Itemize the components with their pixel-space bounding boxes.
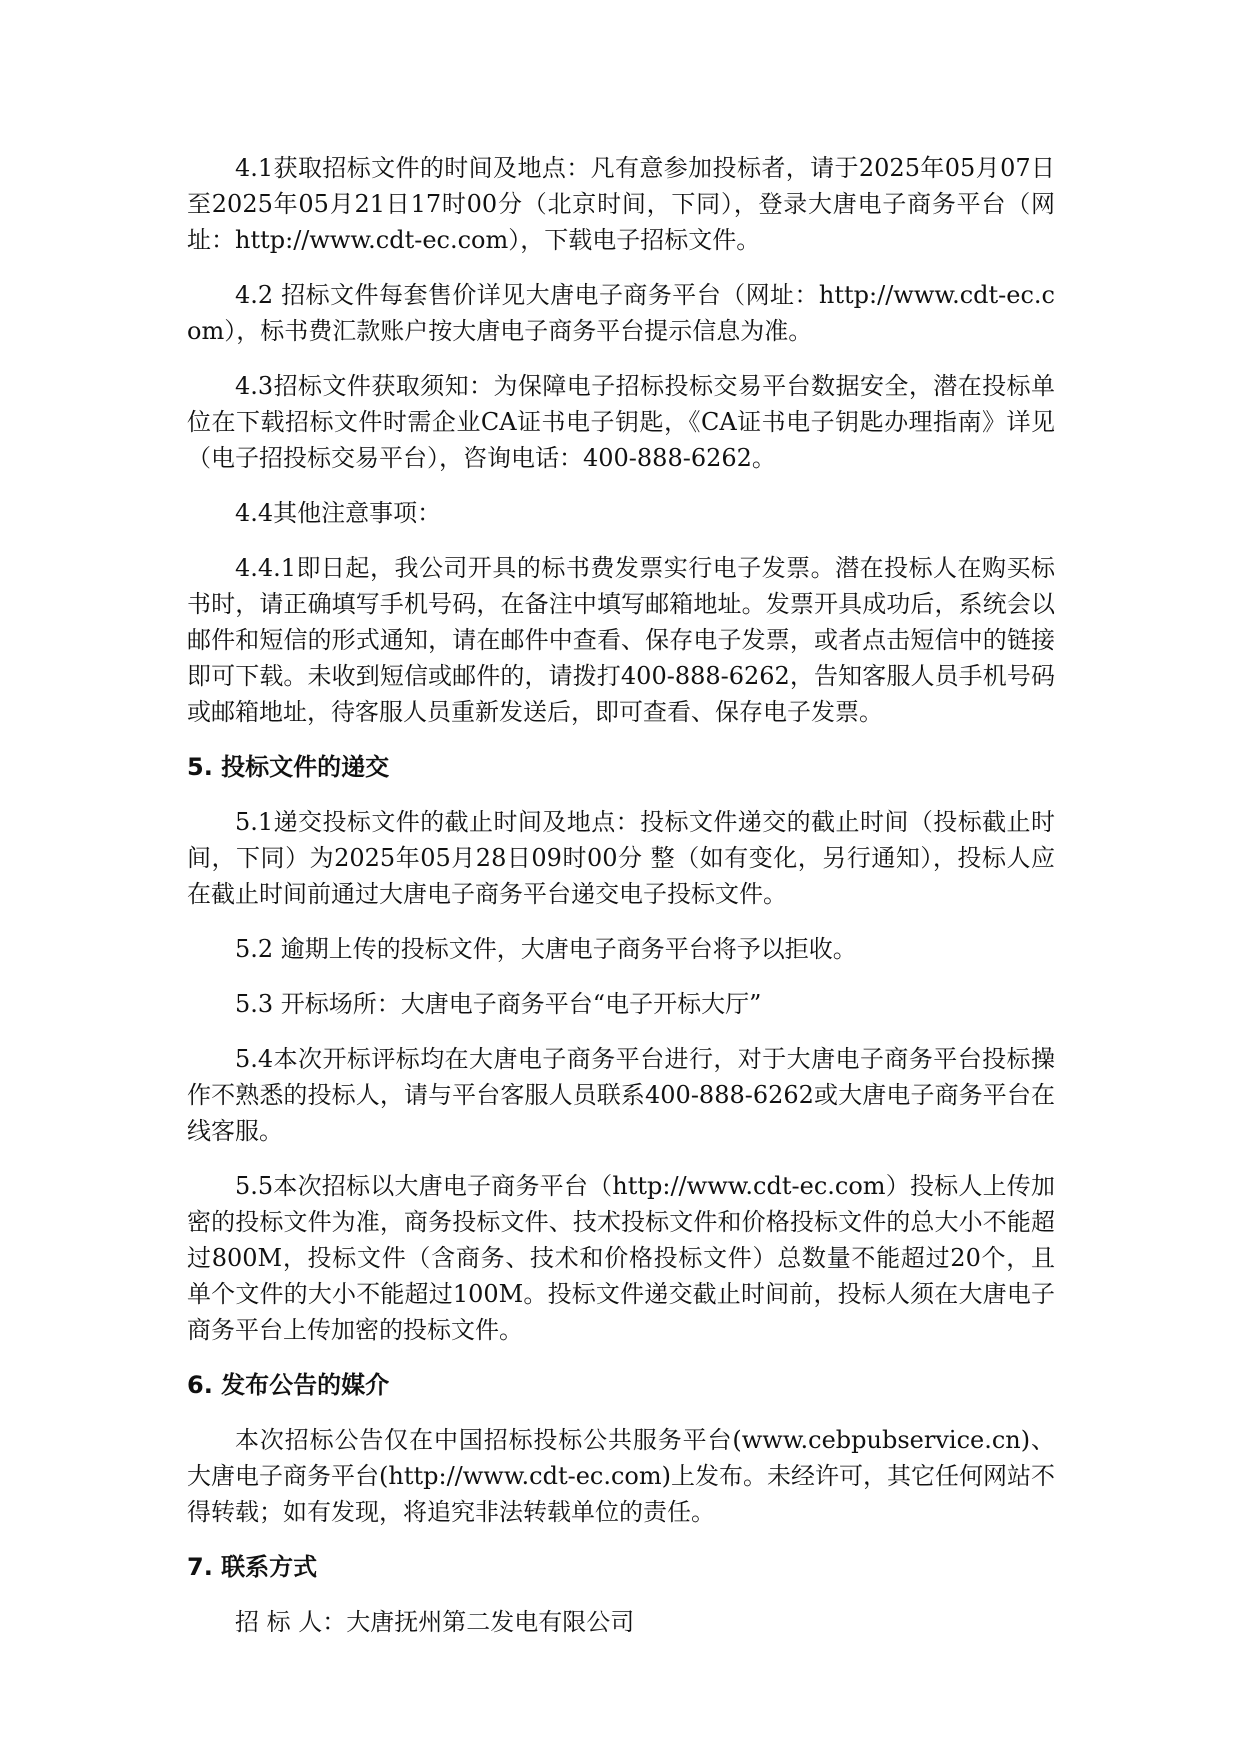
section-7-heading: 7. 联系方式 — [187, 1553, 318, 1581]
tenderer-line: 招 标 人：大唐抚州第二发电有限公司 — [235, 1608, 635, 1636]
paragraph-6: 本次招标公告仅在中国招标投标公共服务平台(www.cebpubservice.cn)、大唐电子商务平台(http://www.cdt-ec.com)上发布。未经许可，其它任何网站不得转载；如有发现，将追究非法转载单位的责任。 — [187, 1426, 1055, 1526]
paragraph-5-3: 5.3 开标场所：大唐电子商务平台“电子开标大厅” — [235, 990, 762, 1018]
section-5-heading: 5. 投标文件的递交 — [187, 753, 390, 781]
paragraph-5-4: 5.4本次开标评标均在大唐电子商务平台进行，对于大唐电子商务平台投标操作不熟悉的投标人，请与平台客服人员联系400-888-6262或大唐电子商务平台在线客服。 — [187, 1045, 1055, 1145]
paragraph-4-3: 4.3招标文件获取须知：为保障电子招标投标交易平台数据安全，潜在投标单位在下载招标文件时需企业CA证书电子钥匙，《CA证书电子钥匙办理指南》详见（电子招投标交易平台），咨询电话：400-888-6262。 — [187, 372, 1055, 472]
paragraph-4-2: 4.2 招标文件每套售价详见大唐电子商务平台（网址：http://www.cdt-ec.com），标书费汇款账户按大唐电子商务平台提示信息为准。 — [187, 281, 1055, 345]
paragraph-5-1: 5.1递交投标文件的截止时间及地点：投标文件递交的截止时间（投标截止时间，下同）为2025年05月28日09时00分 整（如有变化，另行通知），投标人应在截止时间前通过大唐电子商务平台递交电子投标文件。 — [187, 808, 1055, 908]
section-6-heading: 6. 发布公告的媒介 — [187, 1371, 390, 1399]
paragraph-5-5: 5.5本次招标以大唐电子商务平台（http://www.cdt-ec.com）投标人上传加密的投标文件为准，商务投标文件、技术投标文件和价格投标文件的总大小不能超过800M，投标文件（含商务、技术和价格投标文件）总数量不能超过20个，且单个文件的大小不能超过100M。投标文件递交截止时间前，投标人须在大唐电子商务平台上传加密的投标文件。 — [187, 1172, 1055, 1344]
paragraph-4-4: 4.4其他注意事项： — [235, 499, 442, 527]
document-page — [187, 150, 1055, 1640]
paragraph-4-4-1: 4.4.1即日起，我公司开具的标书费发票实行电子发票。潜在投标人在购买标书时，请正确填写手机号码，在备注中填写邮箱地址。发票开具成功后，系统会以邮件和短信的形式通知，请在邮件中查看、保存电子发票，或者点击短信中的链接即可下载。未收到短信或邮件的，请拨打400-888-6262，告知客服人员手机号码或邮箱地址，待客服人员重新发送后，即可查看、保存电子发票。 — [187, 554, 1055, 726]
paragraph-5-2: 5.2 逾期上传的投标文件，大唐电子商务平台将予以拒收。 — [235, 935, 857, 963]
paragraph-4-1: 4.1获取招标文件的时间及地点：凡有意参加投标者，请于2025年05月07日至2025年05月21日17时00分（北京时间，下同），登录大唐电子商务平台（网址：http://www.cdt-ec.com），下载电子招标文件。 — [187, 154, 1055, 254]
